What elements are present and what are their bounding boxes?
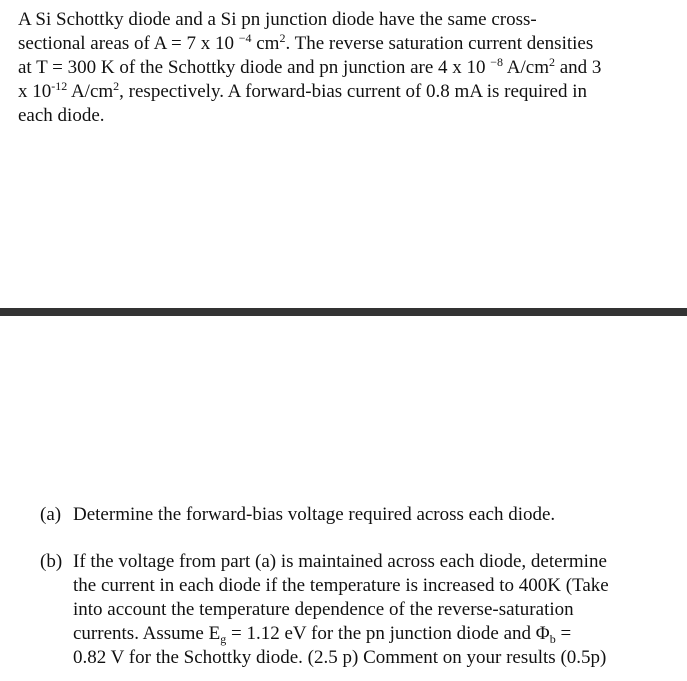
question-text: [73, 622, 670, 646]
question-label: (a): [40, 504, 62, 525]
text-run: at T = 300 K of the Schottky diode and pn junction are 4 x 10: [18, 57, 491, 78]
text-run: currents. Assume E: [73, 623, 221, 644]
text-run: A/cm: [503, 57, 549, 78]
question-text: If the voltage from part (a) is maintained across each diode, determine: [73, 551, 607, 572]
text-run: each diode.: [18, 105, 105, 126]
problem-line: [18, 8, 668, 32]
question-list: [40, 503, 670, 670]
question-text: the current in each diode if the temperature is increased to 400K (Take: [73, 575, 609, 596]
text-run: and 3: [554, 57, 602, 78]
problem-line: [18, 56, 668, 80]
question-text: into account the temperature dependence of the reverse-saturation: [73, 599, 574, 620]
exponent: −8: [490, 55, 504, 69]
text-run: A/cm: [67, 81, 114, 102]
problem-line: [18, 32, 668, 56]
text-run: . The reverse saturation current densities: [285, 33, 594, 54]
question-text: 0.82 V for the Schottky diode. (2.5 p) Comment on your results (0.5p): [73, 647, 607, 668]
exponent: -12: [51, 79, 68, 93]
text-run: =: [555, 623, 572, 644]
exponent: 2: [548, 55, 555, 69]
subscript: b: [549, 632, 556, 646]
question-text: Determine the forward-bias voltage required across each diode.: [73, 504, 556, 525]
text-run: A Si Schottky diode and a Si pn junction diode have the same cross-: [18, 9, 537, 30]
problem-line: [18, 80, 668, 104]
text-run: cm: [251, 33, 280, 54]
problem-statement: [18, 8, 668, 128]
problem-line: [18, 104, 668, 128]
exponent: −4: [238, 31, 252, 45]
question-a: [40, 503, 670, 527]
exponent: 2: [113, 79, 120, 93]
text-run: sectional areas of A = 7 x 10: [18, 33, 239, 54]
question-label: (b): [40, 551, 63, 572]
subscript: g: [220, 632, 227, 646]
question-b: [40, 550, 670, 670]
text-run: x 10: [18, 81, 52, 102]
text-run: = 1.12 eV for the pn junction diode and Φ: [226, 623, 550, 644]
text-run: , respectively. A forward-bias current of 0.8 mA is required in: [119, 81, 588, 102]
section-divider: [0, 308, 687, 316]
exponent: 2: [279, 31, 286, 45]
